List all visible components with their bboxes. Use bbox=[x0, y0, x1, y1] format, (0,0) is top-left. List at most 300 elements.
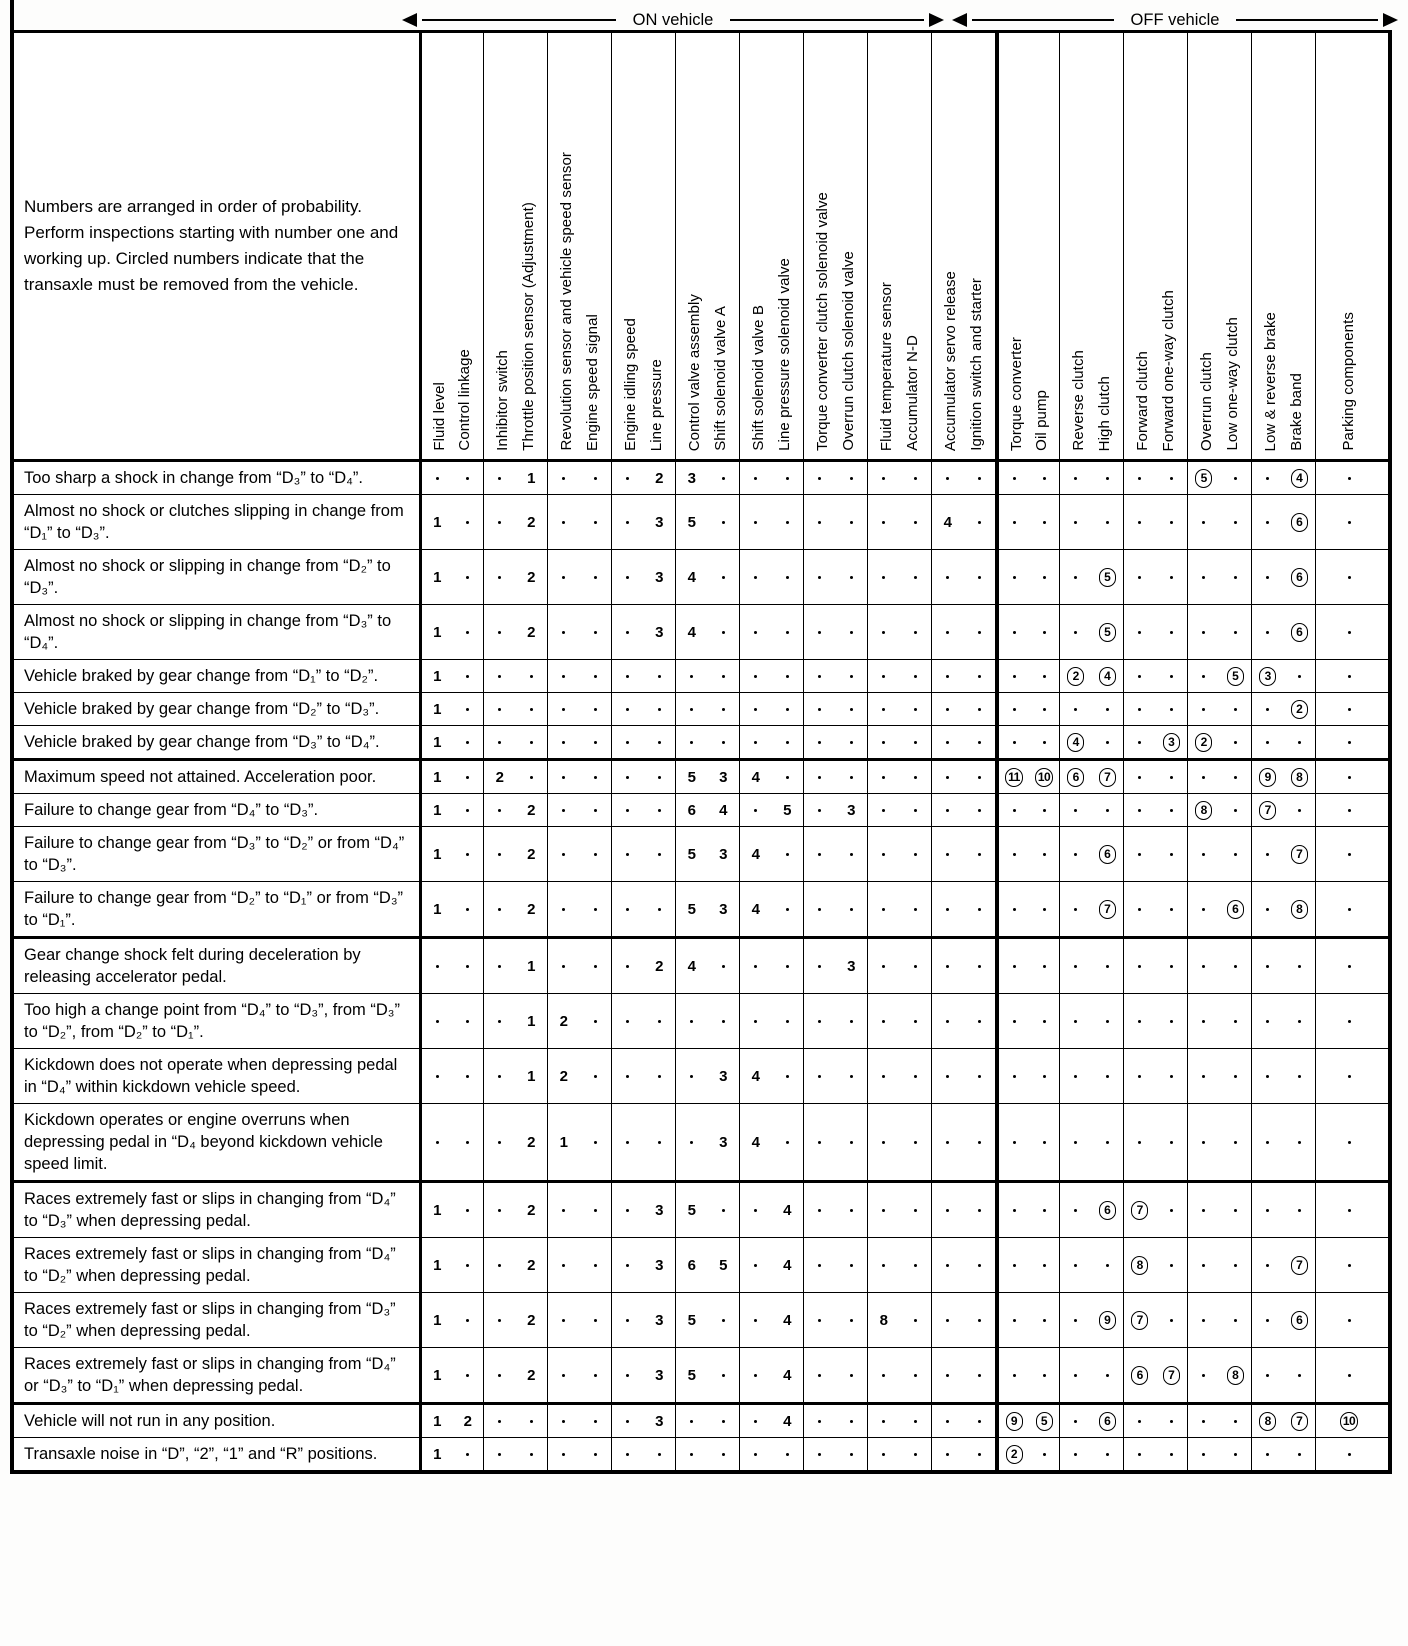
empty-dot bbox=[818, 631, 821, 634]
matrix-cell bbox=[1188, 660, 1220, 692]
matrix-cell-group bbox=[739, 882, 803, 936]
empty-dot bbox=[1138, 853, 1141, 856]
circled-priority-number: 4 bbox=[1099, 667, 1116, 686]
empty-dot bbox=[818, 477, 821, 480]
matrix-cell bbox=[548, 882, 580, 936]
column-label: Engine idling speed bbox=[621, 318, 639, 451]
empty-dot bbox=[626, 776, 629, 779]
matrix-cell bbox=[740, 495, 772, 549]
matrix-cell bbox=[868, 1183, 900, 1237]
empty-dot bbox=[882, 477, 885, 480]
matrix-cell bbox=[708, 495, 740, 549]
matrix-cell-group bbox=[483, 1405, 547, 1437]
matrix-cell bbox=[999, 1238, 1029, 1292]
circled-priority-number: 8 bbox=[1259, 1412, 1276, 1431]
empty-dot bbox=[594, 1453, 597, 1456]
matrix-cell bbox=[1060, 1438, 1092, 1470]
empty-dot bbox=[818, 1264, 821, 1267]
matrix-cell bbox=[708, 882, 740, 936]
matrix-cell bbox=[676, 827, 708, 881]
circled-priority-number: 8 bbox=[1291, 900, 1308, 919]
matrix-cell bbox=[422, 1049, 453, 1103]
matrix-cell-group bbox=[1123, 794, 1187, 826]
matrix-cell bbox=[1156, 1405, 1188, 1437]
matrix-cell bbox=[676, 495, 708, 549]
empty-dot bbox=[466, 1141, 469, 1144]
matrix-cell bbox=[453, 1405, 484, 1437]
table-row bbox=[14, 604, 1388, 659]
empty-dot bbox=[1234, 1075, 1237, 1078]
matrix-cell-group bbox=[611, 1348, 675, 1402]
empty-dot bbox=[1106, 1141, 1109, 1144]
empty-dot bbox=[594, 1209, 597, 1212]
matrix-cell bbox=[580, 495, 612, 549]
intro-text: Numbers are arranged in order of probability. Perform inspections starting with number one and working up. Circled numbers indicate that the transaxle must be removed from the vehicle. bbox=[24, 197, 399, 294]
matrix-cell bbox=[1252, 939, 1284, 993]
matrix-cell bbox=[422, 794, 453, 826]
matrix-cell bbox=[1316, 726, 1382, 758]
matrix-cell bbox=[484, 794, 516, 826]
matrix-cell bbox=[1156, 1348, 1188, 1402]
empty-dot bbox=[530, 1453, 533, 1456]
matrix-cell bbox=[484, 1104, 516, 1180]
matrix-cell-group bbox=[803, 1104, 867, 1180]
matrix-cell bbox=[1220, 726, 1252, 758]
empty-dot bbox=[882, 1264, 885, 1267]
empty-dot bbox=[786, 521, 789, 524]
matrix-cell-group bbox=[739, 1104, 803, 1180]
empty-dot bbox=[818, 853, 821, 856]
matrix-cell bbox=[1316, 794, 1382, 826]
matrix-cell-group bbox=[867, 726, 931, 758]
empty-dot bbox=[1170, 776, 1173, 779]
empty-dot bbox=[498, 908, 501, 911]
priority-number: 2 bbox=[527, 1133, 536, 1151]
matrix-cell-group bbox=[483, 1183, 547, 1237]
empty-dot bbox=[1348, 853, 1351, 856]
matrix-cell bbox=[999, 1438, 1029, 1470]
matrix-cell bbox=[932, 1438, 964, 1470]
matrix-cell bbox=[964, 726, 996, 758]
matrix-cell bbox=[612, 1104, 644, 1180]
circled-priority-number: 9 bbox=[1099, 1311, 1116, 1330]
matrix-cell bbox=[1029, 462, 1059, 494]
matrix-cell-group bbox=[739, 827, 803, 881]
matrix-cell-group bbox=[803, 794, 867, 826]
symptom-cell: Maximum speed not attained. Acceleration poor. bbox=[24, 768, 377, 786]
empty-dot bbox=[1348, 809, 1351, 812]
empty-dot bbox=[1074, 1141, 1077, 1144]
matrix-cell-group bbox=[995, 882, 1059, 936]
arrow-left-icon bbox=[952, 13, 967, 27]
matrix-cell bbox=[932, 605, 964, 659]
matrix-cell-group bbox=[1251, 939, 1315, 993]
matrix-cell-group bbox=[675, 1293, 739, 1347]
matrix-cell bbox=[516, 495, 548, 549]
matrix-cell bbox=[836, 550, 868, 604]
empty-dot bbox=[946, 675, 949, 678]
empty-dot bbox=[1348, 1075, 1351, 1078]
circled-priority-number: 6 bbox=[1291, 513, 1308, 532]
empty-dot bbox=[466, 776, 469, 779]
priority-number: 5 bbox=[687, 1201, 696, 1219]
empty-dot bbox=[1234, 853, 1237, 856]
matrix-cell-group bbox=[739, 693, 803, 725]
priority-number: 3 bbox=[687, 469, 696, 487]
matrix-cell bbox=[932, 761, 964, 793]
symptom-cell: Almost no shock or slipping in change from “D₂” to “D₃”. bbox=[24, 557, 391, 597]
matrix-cell bbox=[964, 660, 996, 692]
empty-dot bbox=[978, 741, 981, 744]
matrix-cell-group bbox=[675, 1438, 739, 1470]
matrix-cell bbox=[932, 794, 964, 826]
matrix-cell bbox=[676, 1293, 708, 1347]
matrix-cell bbox=[1220, 550, 1252, 604]
matrix-cell-group bbox=[739, 1049, 803, 1103]
matrix-cell-group bbox=[1187, 726, 1251, 758]
matrix-cell-group bbox=[1251, 994, 1315, 1048]
matrix-cell bbox=[1188, 693, 1220, 725]
empty-dot bbox=[1074, 809, 1077, 812]
matrix-cell bbox=[676, 1405, 708, 1437]
column-label: Parking components bbox=[1340, 312, 1358, 451]
matrix-cell bbox=[868, 693, 900, 725]
matrix-cell bbox=[484, 939, 516, 993]
matrix-cell bbox=[999, 939, 1029, 993]
matrix-cell bbox=[1316, 827, 1382, 881]
matrix-cell bbox=[1188, 1183, 1220, 1237]
matrix-cell bbox=[932, 1405, 964, 1437]
empty-dot bbox=[562, 1420, 565, 1423]
matrix-cell bbox=[804, 1405, 836, 1437]
matrix-cell-group bbox=[611, 939, 675, 993]
priority-number: 1 bbox=[433, 900, 442, 918]
matrix-cell bbox=[1284, 1438, 1316, 1470]
empty-dot bbox=[1170, 908, 1173, 911]
priority-number: 1 bbox=[527, 1067, 536, 1085]
matrix-cell bbox=[740, 1438, 772, 1470]
matrix-cell bbox=[676, 882, 708, 936]
circled-priority-number: 7 bbox=[1131, 1201, 1148, 1220]
matrix-cell-group bbox=[1187, 462, 1251, 494]
matrix-cell bbox=[740, 726, 772, 758]
circled-priority-number: 5 bbox=[1036, 1412, 1053, 1431]
matrix-cell bbox=[740, 1183, 772, 1237]
empty-dot bbox=[498, 809, 501, 812]
matrix-cell-group bbox=[739, 1293, 803, 1347]
table-row bbox=[14, 1402, 1388, 1437]
column-label: High clutch bbox=[1095, 375, 1113, 451]
matrix-cell bbox=[516, 1348, 548, 1402]
empty-dot bbox=[1234, 576, 1237, 579]
empty-dot bbox=[754, 965, 757, 968]
empty-dot bbox=[754, 1264, 757, 1267]
empty-dot bbox=[882, 576, 885, 579]
matrix-cell bbox=[516, 827, 548, 881]
empty-dot bbox=[690, 741, 693, 744]
matrix-cell bbox=[1220, 794, 1252, 826]
matrix-cell bbox=[676, 605, 708, 659]
matrix-cell bbox=[612, 1293, 644, 1347]
matrix-cell-group bbox=[1059, 761, 1123, 793]
matrix-cell bbox=[1316, 882, 1382, 936]
matrix-cell bbox=[422, 882, 453, 936]
matrix-cell bbox=[1060, 495, 1092, 549]
empty-dot bbox=[850, 1420, 853, 1423]
matrix-cell bbox=[1284, 1348, 1316, 1402]
matrix-cell-group bbox=[1059, 1238, 1123, 1292]
matrix-cell-group bbox=[1059, 1104, 1123, 1180]
circled-priority-number: 7 bbox=[1259, 801, 1276, 820]
matrix-cell-group bbox=[483, 1348, 547, 1402]
priority-number: 1 bbox=[527, 957, 536, 975]
empty-dot bbox=[818, 809, 821, 812]
empty-dot bbox=[946, 708, 949, 711]
empty-dot bbox=[1266, 908, 1269, 911]
matrix-cell bbox=[1220, 495, 1252, 549]
matrix-cell bbox=[548, 726, 580, 758]
empty-dot bbox=[818, 1453, 821, 1456]
empty-dot bbox=[1074, 1374, 1077, 1377]
matrix-cell-group bbox=[1315, 994, 1382, 1048]
matrix-cell bbox=[1029, 939, 1059, 993]
priority-number: 3 bbox=[847, 957, 856, 975]
matrix-cell-group bbox=[803, 495, 867, 549]
table-row bbox=[14, 725, 1388, 758]
matrix-cell bbox=[836, 1238, 868, 1292]
matrix-cell-group bbox=[931, 1049, 995, 1103]
matrix-cell-group bbox=[867, 1293, 931, 1347]
matrix-cell bbox=[1092, 1238, 1124, 1292]
matrix-cell-group bbox=[867, 1104, 931, 1180]
circled-priority-number: 2 bbox=[1067, 667, 1084, 686]
matrix-cell bbox=[676, 794, 708, 826]
empty-dot bbox=[498, 741, 501, 744]
matrix-cell-group bbox=[1059, 462, 1123, 494]
column-label: Torque converter bbox=[1007, 336, 1025, 451]
on-vehicle-arrow bbox=[402, 9, 944, 31]
empty-dot bbox=[1348, 675, 1351, 678]
empty-dot bbox=[850, 908, 853, 911]
matrix-cell-group bbox=[1123, 939, 1187, 993]
matrix-cell bbox=[1284, 827, 1316, 881]
matrix-cell bbox=[708, 1183, 740, 1237]
matrix-cell-group bbox=[675, 827, 739, 881]
matrix-cell bbox=[999, 1405, 1029, 1437]
matrix-cell bbox=[1252, 794, 1284, 826]
matrix-cell bbox=[1220, 1104, 1252, 1180]
priority-number: 1 bbox=[433, 1256, 442, 1274]
matrix-cell-group bbox=[1251, 1183, 1315, 1237]
matrix-cell bbox=[548, 1405, 580, 1437]
matrix-cell bbox=[836, 939, 868, 993]
empty-dot bbox=[1266, 631, 1269, 634]
matrix-cell bbox=[900, 550, 932, 604]
matrix-cell bbox=[740, 550, 772, 604]
empty-dot bbox=[946, 1374, 949, 1377]
empty-dot bbox=[1266, 853, 1269, 856]
matrix-cell bbox=[1252, 660, 1284, 692]
matrix-cell bbox=[676, 994, 708, 1048]
empty-dot bbox=[1013, 1209, 1016, 1212]
matrix-cell bbox=[1284, 1104, 1316, 1180]
matrix-cell bbox=[836, 827, 868, 881]
empty-dot bbox=[850, 1209, 853, 1212]
column-label: Overrun clutch solenoid valve bbox=[839, 251, 857, 451]
matrix-cell bbox=[548, 1183, 580, 1237]
matrix-cell bbox=[1316, 495, 1382, 549]
priority-number: 3 bbox=[719, 845, 728, 863]
circled-priority-number: 7 bbox=[1131, 1311, 1148, 1330]
matrix-cell bbox=[772, 1104, 804, 1180]
matrix-cell-group bbox=[995, 827, 1059, 881]
matrix-cell-group bbox=[419, 827, 483, 881]
matrix-cell bbox=[708, 1348, 740, 1402]
empty-dot bbox=[914, 1141, 917, 1144]
matrix-cell bbox=[740, 882, 772, 936]
matrix-cell-group bbox=[995, 1183, 1059, 1237]
matrix-cell bbox=[644, 550, 676, 604]
matrix-cell bbox=[1188, 1348, 1220, 1402]
matrix-cell-group bbox=[419, 994, 483, 1048]
matrix-cell-group bbox=[1123, 693, 1187, 725]
empty-dot bbox=[1234, 477, 1237, 480]
matrix-cell bbox=[644, 1405, 676, 1437]
empty-dot bbox=[1202, 1374, 1205, 1377]
empty-dot bbox=[658, 741, 661, 744]
matrix-cell-group bbox=[1251, 882, 1315, 936]
empty-dot bbox=[882, 965, 885, 968]
matrix-cell bbox=[932, 939, 964, 993]
empty-dot bbox=[978, 853, 981, 856]
empty-dot bbox=[1202, 1319, 1205, 1322]
empty-dot bbox=[1170, 576, 1173, 579]
empty-dot bbox=[786, 853, 789, 856]
priority-number: 2 bbox=[495, 768, 504, 786]
matrix-cell bbox=[516, 693, 548, 725]
matrix-cell bbox=[708, 1049, 740, 1103]
empty-dot bbox=[626, 853, 629, 856]
priority-number: 1 bbox=[433, 513, 442, 531]
empty-dot bbox=[882, 1075, 885, 1078]
matrix-cell-group bbox=[1315, 1293, 1382, 1347]
empty-dot bbox=[850, 853, 853, 856]
matrix-cell bbox=[1156, 1438, 1188, 1470]
matrix-cell bbox=[900, 827, 932, 881]
matrix-cell bbox=[516, 550, 548, 604]
matrix-cell-group bbox=[803, 550, 867, 604]
matrix-cell-group bbox=[803, 827, 867, 881]
matrix-cell bbox=[804, 1049, 836, 1103]
matrix-cell-group bbox=[1059, 726, 1123, 758]
matrix-cell-group bbox=[675, 726, 739, 758]
matrix-cell-group bbox=[1187, 1405, 1251, 1437]
matrix-cell bbox=[804, 994, 836, 1048]
matrix-cell-group bbox=[867, 1438, 931, 1470]
matrix-cell bbox=[1060, 994, 1092, 1048]
arrow-line bbox=[972, 19, 1114, 21]
empty-dot bbox=[1202, 1141, 1205, 1144]
column-label: Brake band bbox=[1287, 373, 1305, 451]
matrix-cell bbox=[1284, 1049, 1316, 1103]
matrix-cell bbox=[484, 1348, 516, 1402]
matrix-cell bbox=[1188, 939, 1220, 993]
matrix-cell-group bbox=[419, 726, 483, 758]
matrix-cell-group bbox=[675, 693, 739, 725]
matrix-cell bbox=[676, 1238, 708, 1292]
empty-dot bbox=[562, 708, 565, 711]
matrix-cell-group bbox=[867, 794, 931, 826]
matrix-cell bbox=[1252, 550, 1284, 604]
matrix-cell-group bbox=[867, 1183, 931, 1237]
matrix-cell bbox=[612, 550, 644, 604]
matrix-cell-group bbox=[611, 1293, 675, 1347]
matrix-cell bbox=[932, 1293, 964, 1347]
empty-dot bbox=[594, 1264, 597, 1267]
empty-dot bbox=[850, 708, 853, 711]
matrix-cell bbox=[453, 660, 484, 692]
matrix-cell bbox=[1188, 827, 1220, 881]
table-row bbox=[14, 758, 1388, 793]
matrix-cell-group bbox=[547, 550, 611, 604]
matrix-cell bbox=[804, 1438, 836, 1470]
matrix-cell bbox=[1284, 939, 1316, 993]
empty-dot bbox=[1074, 908, 1077, 911]
empty-dot bbox=[626, 675, 629, 678]
table-row bbox=[14, 1180, 1388, 1237]
matrix-cell-group bbox=[1123, 550, 1187, 604]
matrix-cell-group bbox=[739, 495, 803, 549]
empty-dot bbox=[658, 1141, 661, 1144]
matrix-cell bbox=[1252, 1238, 1284, 1292]
empty-dot bbox=[594, 708, 597, 711]
empty-dot bbox=[498, 1453, 501, 1456]
empty-dot bbox=[498, 1020, 501, 1023]
matrix-cell bbox=[516, 882, 548, 936]
matrix-cell-group bbox=[739, 761, 803, 793]
matrix-cell bbox=[1124, 827, 1156, 881]
empty-dot bbox=[498, 965, 501, 968]
priority-number: 4 bbox=[751, 1067, 760, 1085]
matrix-cell-group bbox=[1059, 882, 1123, 936]
matrix-cell-group bbox=[547, 726, 611, 758]
matrix-cell bbox=[580, 462, 612, 494]
matrix-cell bbox=[1252, 994, 1284, 1048]
column-label: Control linkage bbox=[456, 349, 474, 451]
empty-dot bbox=[466, 1374, 469, 1377]
matrix-cell-group bbox=[867, 462, 931, 494]
empty-dot bbox=[1013, 965, 1016, 968]
matrix-cell bbox=[900, 1238, 932, 1292]
matrix-cell bbox=[644, 1348, 676, 1402]
matrix-cell bbox=[516, 462, 548, 494]
matrix-cell bbox=[1092, 726, 1124, 758]
empty-dot bbox=[722, 741, 725, 744]
matrix-cell bbox=[1252, 761, 1284, 793]
empty-dot bbox=[818, 675, 821, 678]
matrix-cell bbox=[1284, 794, 1316, 826]
empty-dot bbox=[914, 853, 917, 856]
matrix-cell bbox=[1124, 462, 1156, 494]
matrix-cell bbox=[1252, 462, 1284, 494]
matrix-cell bbox=[1092, 693, 1124, 725]
matrix-cell bbox=[1188, 994, 1220, 1048]
empty-dot bbox=[1106, 521, 1109, 524]
empty-dot bbox=[1043, 1075, 1046, 1078]
priority-number: 5 bbox=[719, 1256, 728, 1274]
empty-dot bbox=[978, 1075, 981, 1078]
matrix-cell-group bbox=[675, 605, 739, 659]
